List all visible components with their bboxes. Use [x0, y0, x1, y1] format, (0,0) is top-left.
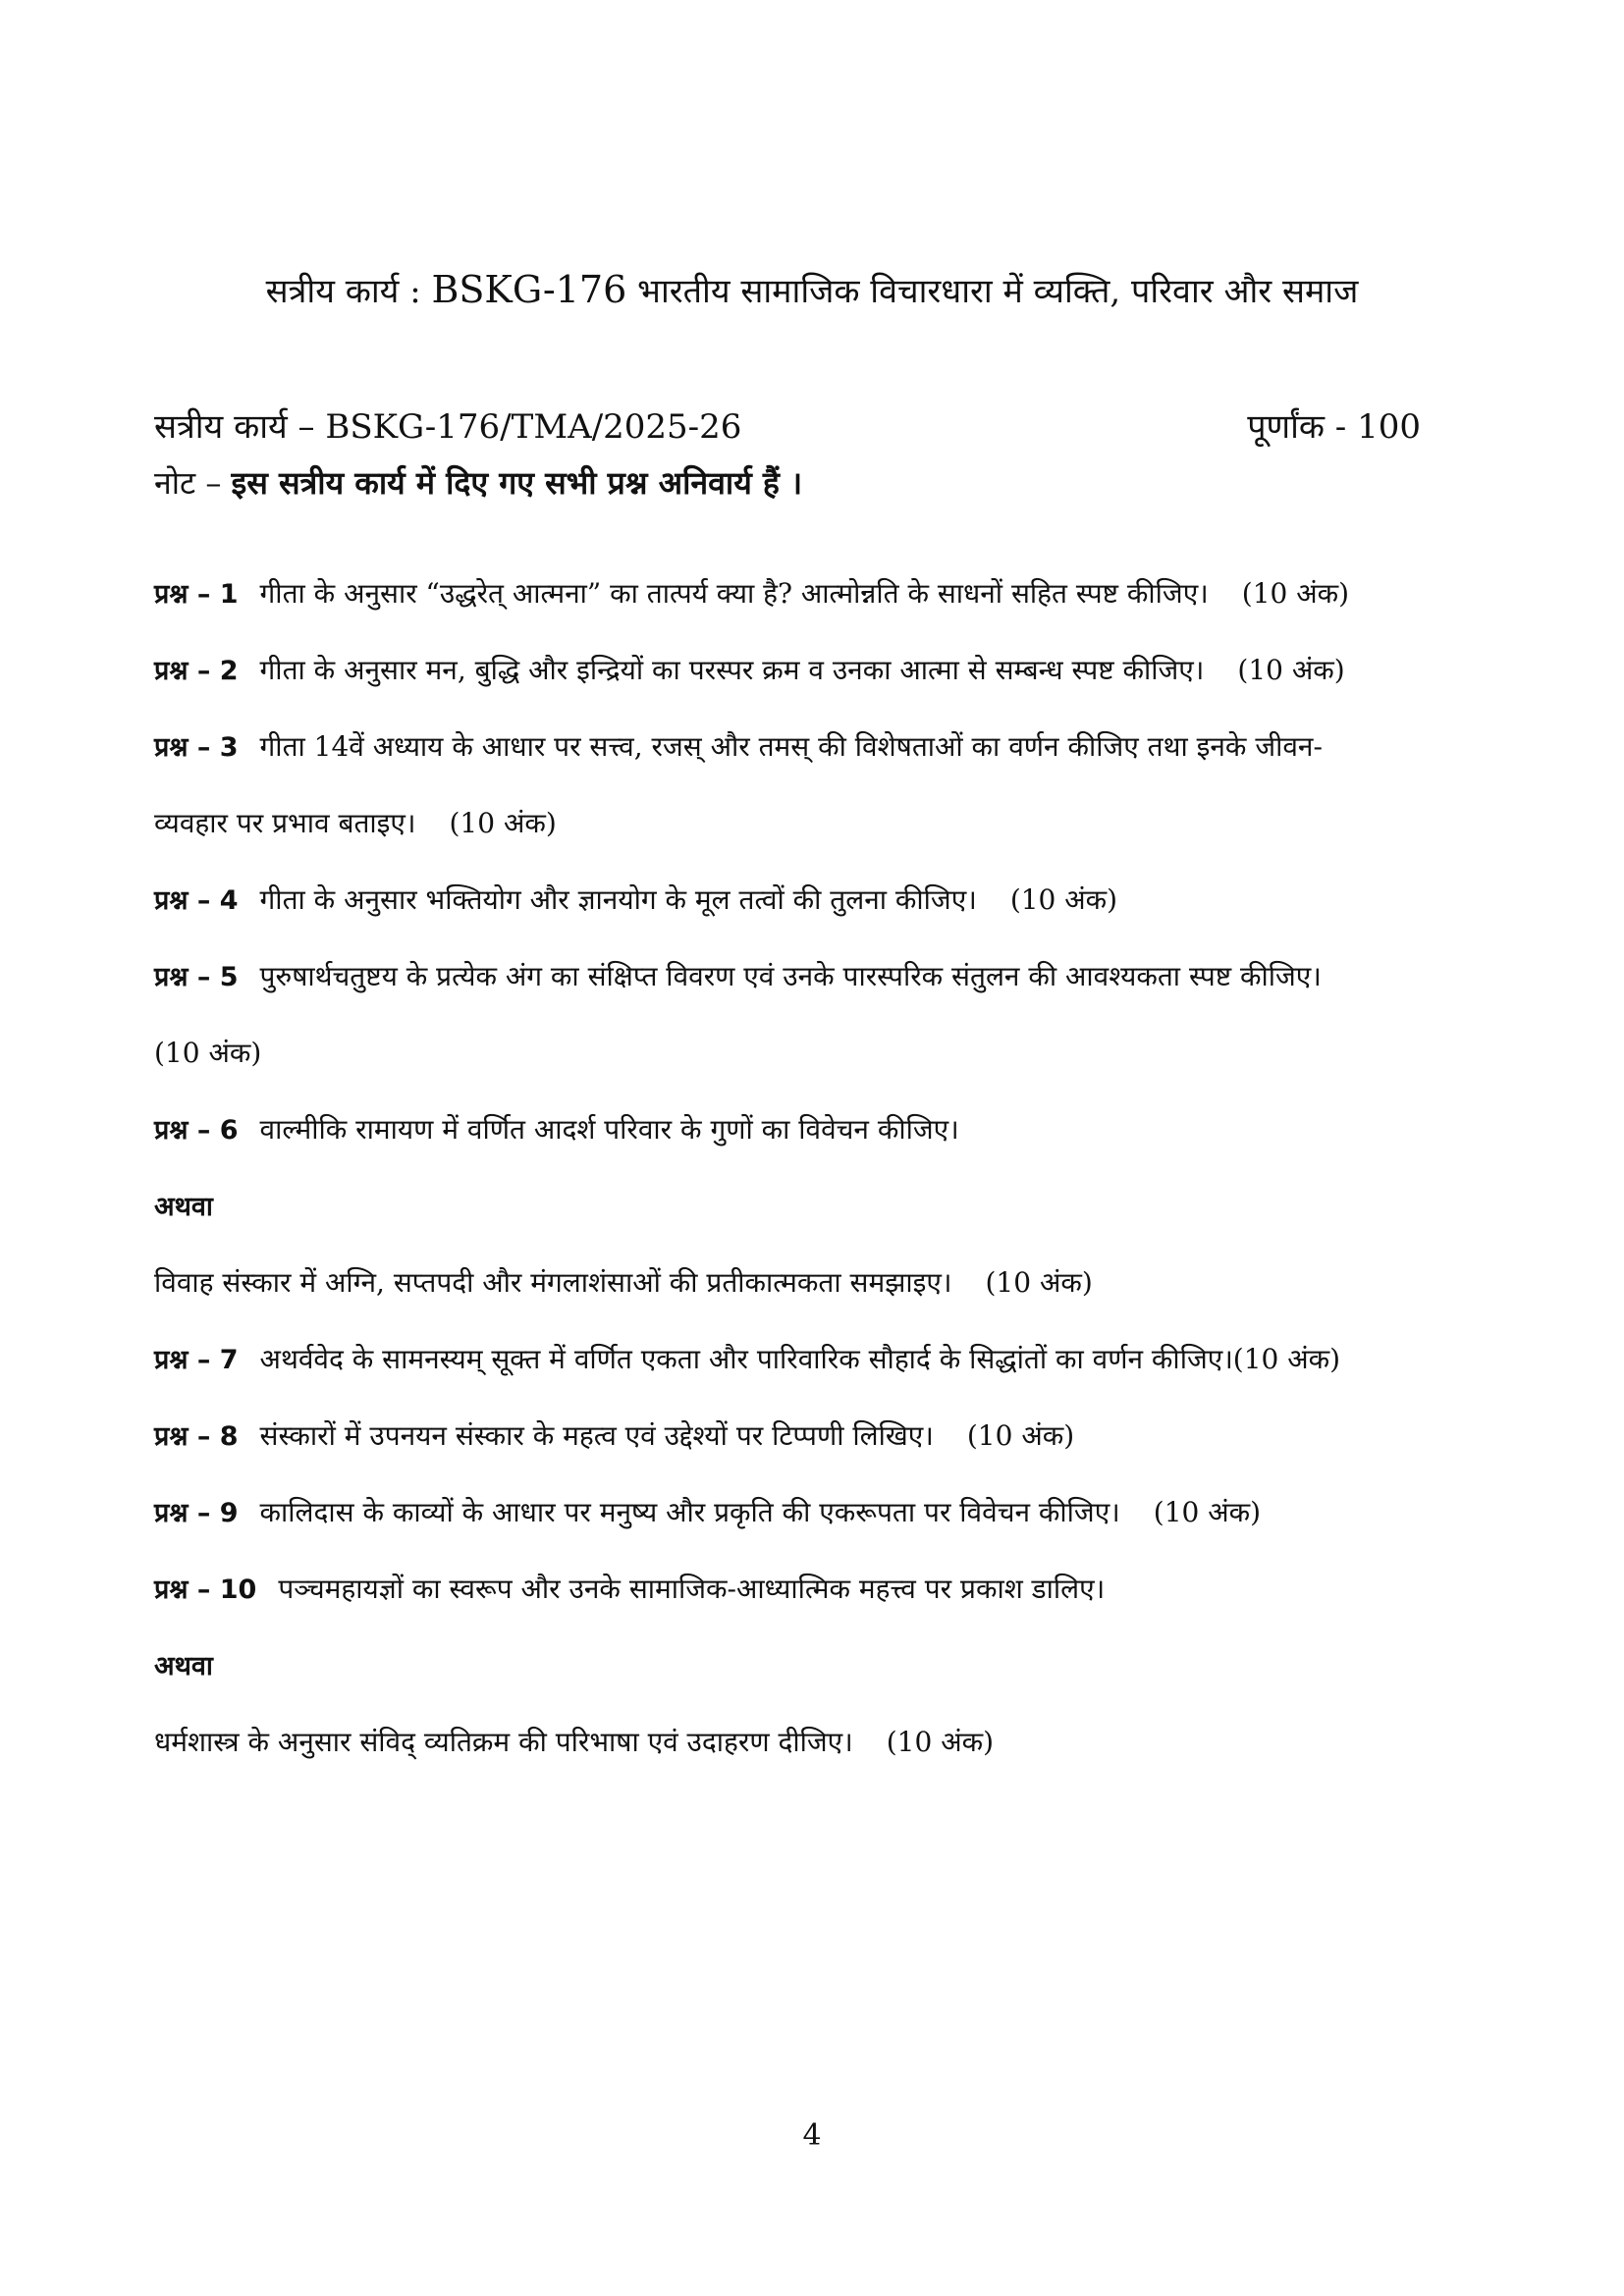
question-text: पञ्चमहायज्ञों का स्वरूप और उनके सामाजिक-आध्यात्मिक महत्त्व पर प्रकाश डालिए। [278, 1573, 1106, 1605]
question-text: गीता 14वें अध्याय के आधार पर सत्त्व, रजस् और तमस् की विशेषताओं का वर्णन कीजिए तथा इनके जीवन- [259, 730, 1323, 763]
question-row [154, 1110, 1489, 1187]
assignment-code: सत्रीय कार्य – BSKG-176/TMA/2025-26 [154, 407, 742, 447]
question-label: प्रश्न – 10 [154, 1575, 257, 1605]
question-text: वाल्मीकि रामायण में वर्णित आदर्श परिवार के गुणों का विवेचन कीजिए। [259, 1113, 959, 1146]
alternative-divider [154, 1187, 1489, 1263]
question-continuation [154, 1723, 1489, 1799]
question-text: पुरुषार्थचतुष्टय के प्रत्येक अंग का संक्षिप्त विवरण एवं उनके पारस्परिक संतुलन की आवश्यकता स्पष्ट कीजिए। [259, 960, 1322, 992]
note-text: इस सत्रीय कार्य में दिए गए सभी प्रश्न अनिवार्य हैं । [231, 464, 803, 502]
course-code: BSKG-176 [431, 268, 627, 311]
question-row [154, 727, 1489, 804]
course-subject: भारतीय सामाजिक विचारधारा में व्यक्ति, परिवार और समाज [626, 272, 1359, 311]
question-row [154, 1570, 1489, 1646]
question-label: प्रश्न – 4 [154, 885, 239, 916]
question-marks: (10 अंक) [985, 1266, 1093, 1299]
question-continuation [154, 804, 1489, 881]
question-list [154, 574, 1489, 1799]
question-marks: (10 अंक) [449, 807, 557, 839]
question-marks: (10 अंक) [1241, 577, 1350, 610]
question-marks: (10 अंक) [966, 1419, 1075, 1452]
page-title [0, 267, 1624, 312]
question-row [154, 1416, 1489, 1493]
question-marks: (10 अंक) [886, 1726, 995, 1758]
question-label: प्रश्न – 3 [154, 732, 239, 763]
question-text: कालिदास के काव्यों के आधार पर मनुष्य और प्रकृति की एकरूपता पर विवेचन कीजिए। [259, 1496, 1120, 1528]
question-row [154, 574, 1489, 651]
alternative-divider [154, 1646, 1489, 1723]
question-row [154, 957, 1489, 1034]
question-text: गीता के अनुसार भक्तियोग और ज्ञानयोग के मूल तत्वों की तुलना कीजिए। [259, 883, 977, 916]
question-text: विवाह संस्कार में अग्नि, सप्तपदी और मंगलाशंसाओं की प्रतीकात्मकता समझाइए। [154, 1266, 952, 1299]
question-marks: (10 अंक) [1237, 654, 1345, 686]
note-label: नोट – [154, 464, 232, 502]
question-marks: (10 अंक) [1009, 883, 1118, 916]
question-label: प्रश्न – 2 [154, 656, 239, 686]
instruction-note [154, 461, 802, 504]
question-text: व्यवहार पर प्रभाव बताइए। [154, 807, 416, 839]
question-text: (10 अंक) [154, 1037, 262, 1069]
question-continuation [154, 1263, 1489, 1340]
question-continuation [154, 1034, 1489, 1110]
question-text: गीता के अनुसार “उद्धरेत् आत्मना” का तात्पर्य क्या है? आत्मोन्नति के साधनों सहित स्पष्ट कीजिए। [259, 577, 1209, 610]
question-text: अथर्ववेद के सामनस्यम् सूक्त में वर्णित एकता और पारिवारिक सौहार्द के सिद्धांतों का वर्णन कीजिए।(10 अंक) [259, 1343, 1341, 1375]
or-label: अथवा [154, 1192, 213, 1222]
assignment-meta [154, 402, 1421, 448]
max-marks: पूर्णांक - 100 [1247, 407, 1421, 447]
question-row [154, 1493, 1489, 1570]
question-text: संस्कारों में उपनयन संस्कार के महत्व एवं उद्देश्यों पर टिप्पणी लिखिए। [259, 1419, 934, 1452]
title-prefix: सत्रीय कार्य : [265, 272, 432, 311]
question-label: प्रश्न – 5 [154, 962, 239, 992]
question-label: प्रश्न – 6 [154, 1115, 239, 1146]
question-label: प्रश्न – 7 [154, 1345, 239, 1375]
question-row [154, 881, 1489, 957]
question-label: प्रश्न – 9 [154, 1498, 239, 1528]
or-label: अथवा [154, 1651, 213, 1682]
question-label: प्रश्न – 1 [154, 579, 239, 610]
question-row [154, 651, 1489, 727]
question-text: धर्मशास्त्र के अनुसार संविद् व्यतिक्रम की परिभाषा एवं उदाहरण दीजिए। [154, 1726, 853, 1758]
question-text: गीता के अनुसार मन, बुद्धि और इन्द्रियों का परस्पर क्रम व उनका आत्मा से सम्बन्ध स्पष्ट कीजिए। [259, 654, 1205, 686]
question-label: प्रश्न – 8 [154, 1421, 239, 1452]
page-number: 4 [802, 2118, 822, 2153]
question-marks: (10 अंक) [1153, 1496, 1262, 1528]
question-row [154, 1340, 1489, 1416]
